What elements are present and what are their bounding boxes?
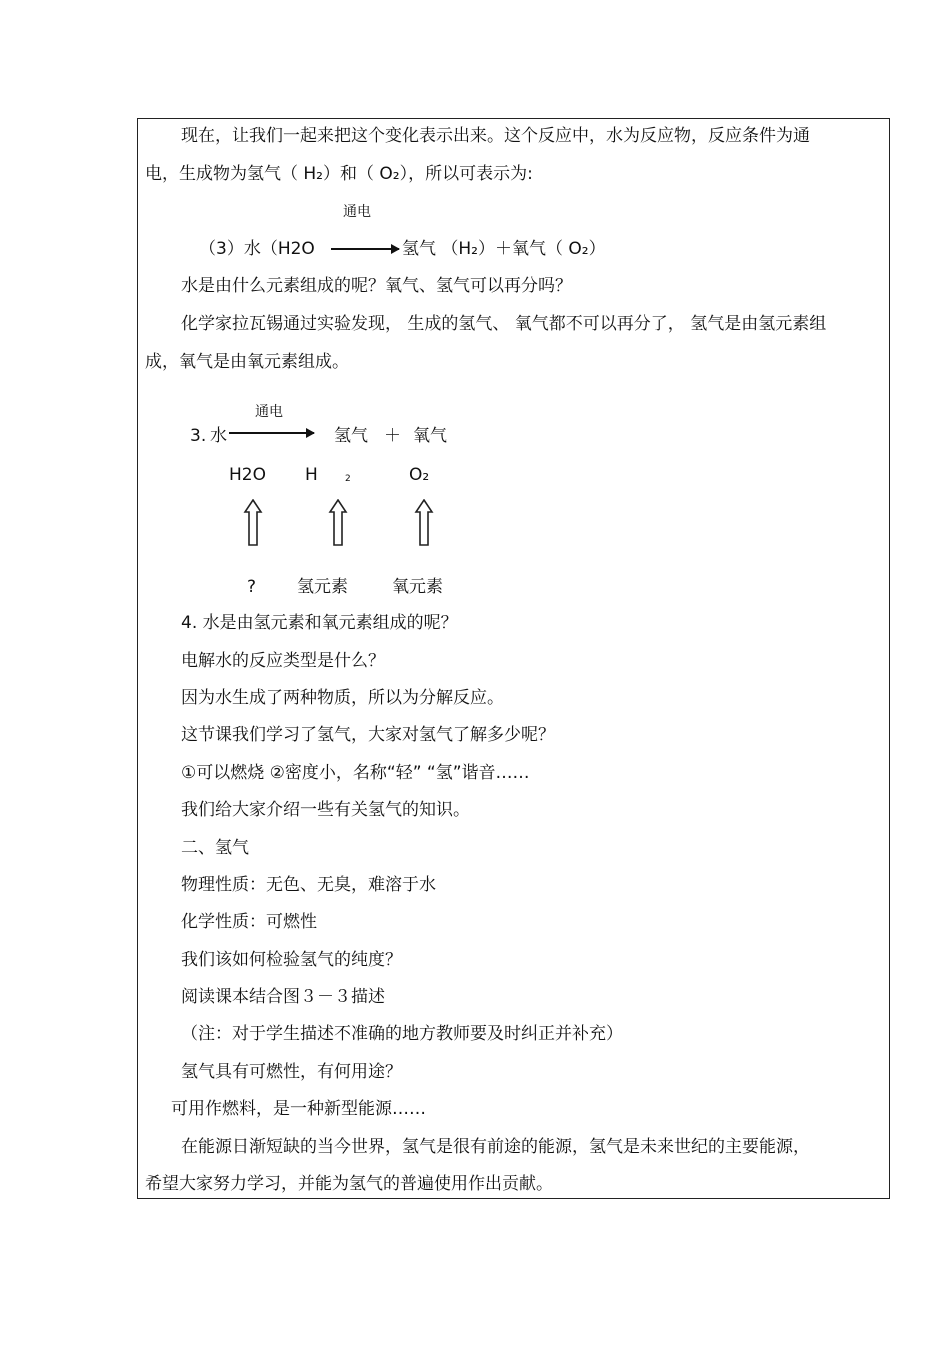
paragraph-line: 化学家拉瓦锡通过实验发现， 生成的氢气、 氧气都不可以再分了， 氢气是由氢元素组 — [181, 314, 827, 334]
body-line: 氢气具有可燃性，有何用途？ — [181, 1062, 402, 1082]
formula-water: H2O — [229, 465, 266, 485]
body-line: 我们给大家介绍一些有关氢气的知识。 — [181, 800, 470, 820]
equation-right: 氢气 （H₂）＋氧气（ O₂） — [402, 239, 606, 259]
product-oxygen: 氧气 — [413, 426, 447, 446]
body-line: 电解水的反应类型是什么？ — [181, 651, 385, 671]
up-arrow-icon — [243, 499, 263, 547]
body-line: （注：对于学生描述不准确的地方教师要及时纠正并补充） — [181, 1024, 623, 1044]
body-line: 化学性质：可燃性 — [181, 912, 317, 932]
element-label-water: ? — [247, 577, 257, 597]
reaction-arrow — [331, 248, 399, 250]
body-line: ①可以燃烧 ②密度小，名称“轻” “氢”谐音…… — [181, 763, 530, 783]
body-line: 因为水生成了两种物质，所以为分解反应。 — [181, 688, 504, 708]
body-line: 在能源日渐短缺的当今世界，氢气是很有前途的能源，氢气是未来世纪的主要能源， — [181, 1137, 810, 1157]
body-line: 可用作燃料，是一种新型能源…… — [171, 1099, 426, 1119]
plus-sign: ＋ — [384, 426, 401, 446]
product-hydrogen: 氢气 — [334, 426, 368, 446]
body-line: 希望大家努力学习，并能为氢气的普遍使用作出贡献。 — [145, 1174, 553, 1194]
paragraph-line: 成，氧气是由氧元素组成。 — [145, 352, 349, 372]
formula-hydrogen-subscript: 2 — [345, 474, 351, 484]
equation-number: 3. — [190, 426, 207, 446]
up-arrow-icon — [328, 499, 348, 547]
reaction-arrow — [229, 432, 314, 434]
formula-hydrogen: H — [305, 465, 318, 485]
up-arrow-icon — [414, 499, 434, 547]
body-line: 阅读课本结合图３－３描述 — [181, 987, 385, 1007]
paragraph-line: 电，生成物为氢气（ H₂）和（ O₂），所以可表示为: — [145, 164, 533, 184]
element-label-hydrogen: 氢元素 — [297, 577, 348, 597]
body-line: 我们该如何检验氢气的纯度？ — [181, 950, 402, 970]
body-line: 这节课我们学习了氢气，大家对氢气了解多少呢？ — [181, 725, 555, 745]
paragraph-line: 水是由什么元素组成的呢？氧气、氢气可以再分吗？ — [181, 276, 572, 296]
reaction-condition-label: 通电 — [343, 204, 371, 220]
equation-left: （3）水（H2O — [199, 239, 315, 259]
element-label-oxygen: 氧元素 — [392, 577, 443, 597]
reaction-condition-label: 通电 — [255, 404, 283, 420]
reactant-water: 水 — [210, 426, 227, 446]
body-line: 4. 水是由氢元素和氧元素组成的呢？ — [181, 613, 458, 633]
paragraph-line: 现在，让我们一起来把这个变化表示出来。这个反应中，水为反应物，反应条件为通 — [181, 126, 810, 146]
section-heading: 二、氢气 — [181, 838, 249, 858]
formula-oxygen: O₂ — [409, 465, 430, 485]
body-line: 物理性质：无色、无臭，难溶于水 — [181, 875, 436, 895]
